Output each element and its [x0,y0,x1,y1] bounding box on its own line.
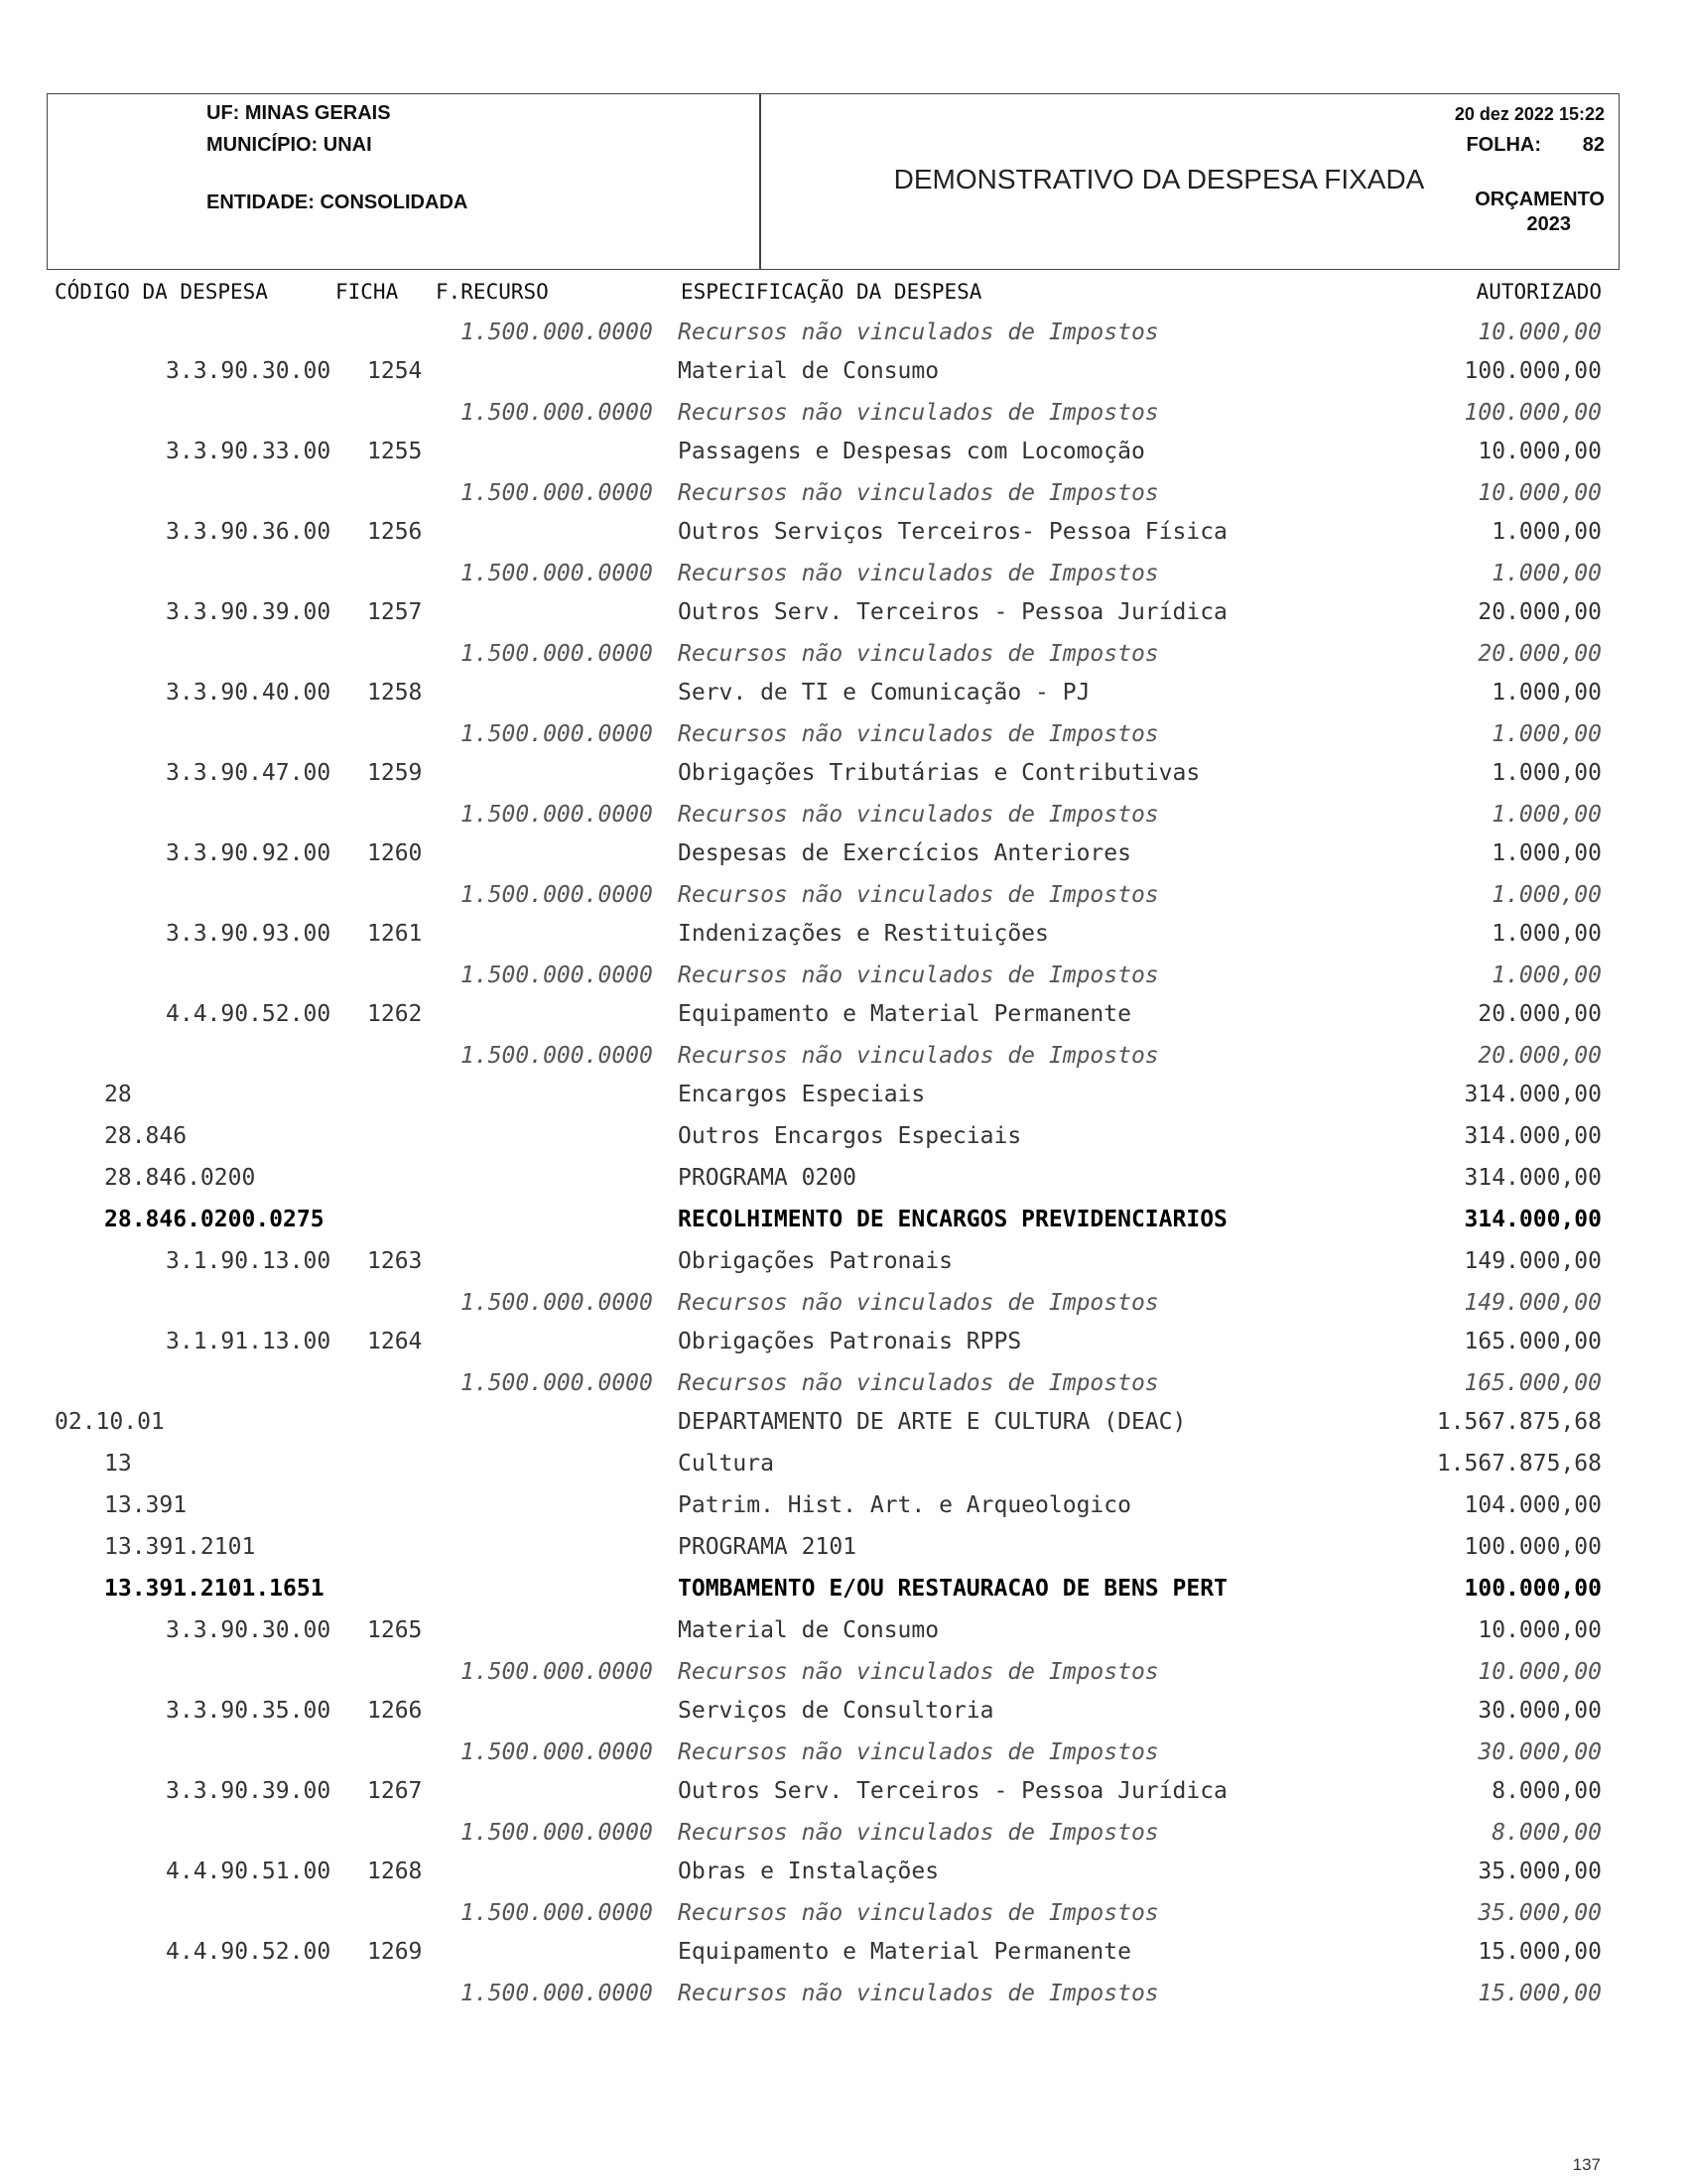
col-ficha: FICHA [335,280,399,304]
funding-source-code: 1.500.000.0000 [460,400,653,426]
authorized-value: 15.000,00 [1478,1939,1602,1965]
expense-row [0,917,1688,959]
expense-description: Despesas de Exercícios Anteriores [678,840,1131,866]
expense-code: 13 [104,1451,132,1477]
funding-source-code: 1.500.000.0000 [460,561,653,586]
expense-description: Indenizações e Restituições [678,921,1049,947]
authorized-value: 20.000,00 [1478,1043,1602,1069]
expense-row [0,1935,1688,1977]
authorized-value: 30.000,00 [1478,1698,1602,1724]
ficha-number: 1259 [367,760,423,786]
expense-description: Material de Consumo [678,1617,940,1643]
authorized-value: 8.000,00 [1492,1778,1602,1804]
authorized-value: 10.000,00 [1478,1659,1602,1685]
orcamento-label: ORÇAMENTO [1475,189,1605,210]
expense-code: 3.3.90.47.00 [166,760,331,786]
authorized-value: 8.000,00 [1492,1820,1602,1846]
expense-code: 02.10.01 [55,1409,165,1435]
entidade-label: ENTIDADE: CONSOLIDADA [206,192,468,213]
funding-source-code: 1.500.000.0000 [460,1739,653,1765]
col-autorizado: AUTORIZADO [1476,280,1602,304]
expense-description: Recursos não vinculados de Impostos [678,1659,1159,1685]
funding-source-row [0,316,1688,354]
expense-description: Serv. de TI e Comunicação - PJ [678,680,1091,706]
orcamento-year: 2023 [1526,213,1571,235]
ficha-number: 1262 [367,1001,423,1027]
expense-description: DEPARTAMENTO DE ARTE E CULTURA (DEAC) [678,1409,1187,1435]
expense-code: 3.3.90.33.00 [166,439,331,464]
ficha-number: 1264 [367,1329,423,1354]
folha-value: 82 [1582,134,1605,156]
expense-row [0,1161,1688,1203]
expense-description: Serviços de Consultoria [678,1698,994,1724]
expense-row [0,435,1688,476]
funding-source-code: 1.500.000.0000 [460,963,653,988]
expense-description: Obrigações Tributárias e Contributivas [678,760,1201,786]
authorized-value: 149.000,00 [1464,1290,1602,1316]
funding-source-row [0,959,1688,997]
header-divider [759,94,761,269]
authorized-value: 1.000,00 [1492,680,1602,706]
expense-code: 3.3.90.35.00 [166,1698,331,1724]
report-title: DEMONSTRATIVO DA DESPESA FIXADA [893,164,1425,194]
authorized-value: 10.000,00 [1478,480,1602,506]
expense-row [0,1694,1688,1735]
expense-code: 3.1.91.13.00 [166,1329,331,1354]
expense-row [0,1405,1688,1447]
expense-code: 4.4.90.52.00 [166,1001,331,1027]
funding-source-row [0,476,1688,515]
expense-row [0,756,1688,798]
expense-description: Recursos não vinculados de Impostos [678,963,1159,988]
expense-code: 3.3.90.39.00 [166,599,331,625]
expense-row [0,515,1688,557]
funding-source-row [0,1896,1688,1935]
funding-source-code: 1.500.000.0000 [460,882,653,908]
col-frecurso: F.RECURSO [436,280,549,304]
ficha-number: 1269 [367,1939,423,1965]
authorized-value: 1.000,00 [1492,921,1602,947]
expense-code: 13.391.2101 [104,1534,256,1560]
expense-code: 4.4.90.52.00 [166,1939,331,1965]
authorized-value: 100.000,00 [1464,358,1602,384]
expense-description: RECOLHIMENTO DE ENCARGOS PREVIDENCIARIOS [678,1207,1228,1232]
expense-description: Obras e Instalações [678,1859,940,1884]
ficha-number: 1266 [367,1698,423,1724]
expense-description: Recursos não vinculados de Impostos [678,400,1159,426]
expense-row [0,1774,1688,1816]
expense-row [0,354,1688,396]
ficha-number: 1268 [367,1859,423,1884]
authorized-value: 30.000,00 [1478,1739,1602,1765]
expense-description: TOMBAMENTO E/OU RESTAURACAO DE BENS PERT [678,1576,1228,1602]
expense-code: 3.3.90.30.00 [166,1617,331,1643]
authorized-value: 165.000,00 [1464,1329,1602,1354]
expense-code: 3.3.90.36.00 [166,519,331,545]
funding-source-code: 1.500.000.0000 [460,721,653,747]
expense-description: Obrigações Patronais RPPS [678,1329,1022,1354]
authorized-value: 10.000,00 [1478,1617,1602,1643]
authorized-value: 20.000,00 [1478,599,1602,625]
expense-description: PROGRAMA 0200 [678,1165,857,1191]
ficha-number: 1254 [367,358,423,384]
expense-description: Recursos não vinculados de Impostos [678,1981,1159,2006]
expense-row [0,1530,1688,1572]
authorized-value: 314.000,00 [1464,1082,1602,1107]
ficha-number: 1261 [367,921,423,947]
expense-row [0,836,1688,878]
funding-source-row [0,1039,1688,1078]
expense-description: Encargos Especiais [678,1082,926,1107]
funding-source-code: 1.500.000.0000 [460,1981,653,2006]
authorized-value: 100.000,00 [1464,1534,1602,1560]
authorized-value: 1.000,00 [1492,519,1602,545]
authorized-value: 10.000,00 [1478,439,1602,464]
funding-source-row [0,1735,1688,1774]
funding-source-code: 1.500.000.0000 [460,1043,653,1069]
authorized-value: 35.000,00 [1478,1900,1602,1926]
expense-row [0,1325,1688,1366]
expense-code: 13.391.2101.1651 [104,1576,325,1602]
ficha-number: 1255 [367,439,423,464]
expense-description: Recursos não vinculados de Impostos [678,320,1159,345]
report-datetime: 20 dez 2022 15:22 [1454,104,1605,124]
ficha-number: 1263 [367,1248,423,1274]
expense-row [0,1488,1688,1530]
funding-source-code: 1.500.000.0000 [460,1900,653,1926]
authorized-value: 314.000,00 [1464,1207,1602,1232]
funding-source-code: 1.500.000.0000 [460,1659,653,1685]
expense-code: 13.391 [104,1492,188,1518]
funding-source-row [0,798,1688,836]
authorized-value: 1.000,00 [1492,882,1602,908]
funding-source-code: 1.500.000.0000 [460,802,653,828]
expense-row [0,997,1688,1039]
authorized-value: 314.000,00 [1464,1123,1602,1149]
funding-source-row [0,878,1688,917]
expense-description: Recursos não vinculados de Impostos [678,641,1159,667]
expense-description: Recursos não vinculados de Impostos [678,1739,1159,1765]
authorized-value: 1.000,00 [1492,840,1602,866]
expense-description: Recursos não vinculados de Impostos [678,882,1159,908]
expense-code: 28.846.0200 [104,1165,256,1191]
expense-description: Recursos não vinculados de Impostos [678,1820,1159,1846]
municipio-label: MUNICÍPIO: UNAI [206,134,372,156]
expense-description: PROGRAMA 2101 [678,1534,857,1560]
folha-label: FOLHA: [1466,134,1541,156]
expense-code: 3.3.90.39.00 [166,1778,331,1804]
expense-description: Outros Serviços Terceiros- Pessoa Física [678,519,1228,545]
expense-code: 3.3.90.30.00 [166,358,331,384]
expense-description: Equipamento e Material Permanente [678,1939,1131,1965]
authorized-value: 314.000,00 [1464,1165,1602,1191]
expense-description: Outros Serv. Terceiros - Pessoa Jurídica [678,599,1228,625]
authorized-value: 20.000,00 [1478,1001,1602,1027]
ficha-number: 1257 [367,599,423,625]
authorized-value: 10.000,00 [1478,320,1602,345]
expense-description: Patrim. Hist. Art. e Arqueologico [678,1492,1131,1518]
funding-source-code: 1.500.000.0000 [460,1820,653,1846]
col-codigo: CÓDIGO DA DESPESA [55,280,268,304]
funding-source-code: 1.500.000.0000 [460,1290,653,1316]
expense-description: Recursos não vinculados de Impostos [678,561,1159,586]
ficha-number: 1260 [367,840,423,866]
expense-description: Recursos não vinculados de Impostos [678,1900,1159,1926]
expense-description: Recursos não vinculados de Impostos [678,1290,1159,1316]
expense-description: Recursos não vinculados de Impostos [678,721,1159,747]
expense-code: 3.3.90.92.00 [166,840,331,866]
funding-source-row [0,1366,1688,1405]
funding-source-row [0,557,1688,595]
expense-description: Outros Encargos Especiais [678,1123,1022,1149]
expense-description: Recursos não vinculados de Impostos [678,1043,1159,1069]
ficha-number: 1265 [367,1617,423,1643]
authorized-value: 100.000,00 [1464,1576,1602,1602]
expense-description: Outros Serv. Terceiros - Pessoa Jurídica [678,1778,1228,1804]
authorized-value: 1.567.875,68 [1436,1409,1602,1435]
authorized-value: 1.000,00 [1492,963,1602,988]
funding-source-code: 1.500.000.0000 [460,641,653,667]
ficha-number: 1267 [367,1778,423,1804]
expense-row [0,1244,1688,1286]
uf-label: UF: MINAS GERAIS [206,102,391,124]
expense-description: Cultura [678,1451,774,1477]
authorized-value: 1.000,00 [1492,721,1602,747]
col-especificacao: ESPECIFICAÇÃO DA DESPESA [681,280,982,304]
expense-code: 3.3.90.40.00 [166,680,331,706]
funding-source-row [0,396,1688,435]
authorized-value: 15.000,00 [1478,1981,1602,2006]
expense-code: 28.846 [104,1123,188,1149]
authorized-value: 149.000,00 [1464,1248,1602,1274]
expense-code: 3.3.90.93.00 [166,921,331,947]
page-number: 137 [1572,2155,1601,2174]
authorized-value: 165.000,00 [1464,1370,1602,1396]
expense-code: 28 [104,1082,132,1107]
authorized-value: 1.000,00 [1492,802,1602,828]
funding-source-row [0,1655,1688,1694]
authorized-value: 100.000,00 [1464,400,1602,426]
funding-source-row [0,1816,1688,1855]
ficha-number: 1258 [367,680,423,706]
expense-description: Equipamento e Material Permanente [678,1001,1131,1027]
expense-row [0,595,1688,637]
expense-row [0,1613,1688,1655]
authorized-value: 1.000,00 [1492,561,1602,586]
expense-description: Obrigações Patronais [678,1248,953,1274]
expense-row [0,1447,1688,1488]
funding-source-code: 1.500.000.0000 [460,480,653,506]
authorized-value: 104.000,00 [1464,1492,1602,1518]
expense-row [0,1119,1688,1161]
expense-code: 3.1.90.13.00 [166,1248,331,1274]
funding-source-row [0,1286,1688,1325]
funding-source-row [0,717,1688,756]
authorized-value: 35.000,00 [1478,1859,1602,1884]
expense-description: Recursos não vinculados de Impostos [678,802,1159,828]
expense-row [0,1572,1688,1613]
authorized-value: 1.567.875,68 [1436,1451,1602,1477]
authorized-value: 1.000,00 [1492,760,1602,786]
authorized-value: 20.000,00 [1478,641,1602,667]
funding-source-code: 1.500.000.0000 [460,320,653,345]
report-header [47,93,1620,270]
funding-source-row [0,1977,1688,2015]
expense-code: 4.4.90.51.00 [166,1859,331,1884]
ficha-number: 1256 [367,519,423,545]
expense-row [0,1203,1688,1244]
expense-description: Recursos não vinculados de Impostos [678,480,1159,506]
expense-row [0,1078,1688,1119]
funding-source-row [0,637,1688,676]
expense-code: 28.846.0200.0275 [104,1207,325,1232]
expense-row [0,676,1688,717]
expense-row [0,1855,1688,1896]
expense-description: Recursos não vinculados de Impostos [678,1370,1159,1396]
expense-description: Material de Consumo [678,358,940,384]
expense-description: Passagens e Despesas com Locomoção [678,439,1145,464]
funding-source-code: 1.500.000.0000 [460,1370,653,1396]
expense-table [0,316,1688,2015]
